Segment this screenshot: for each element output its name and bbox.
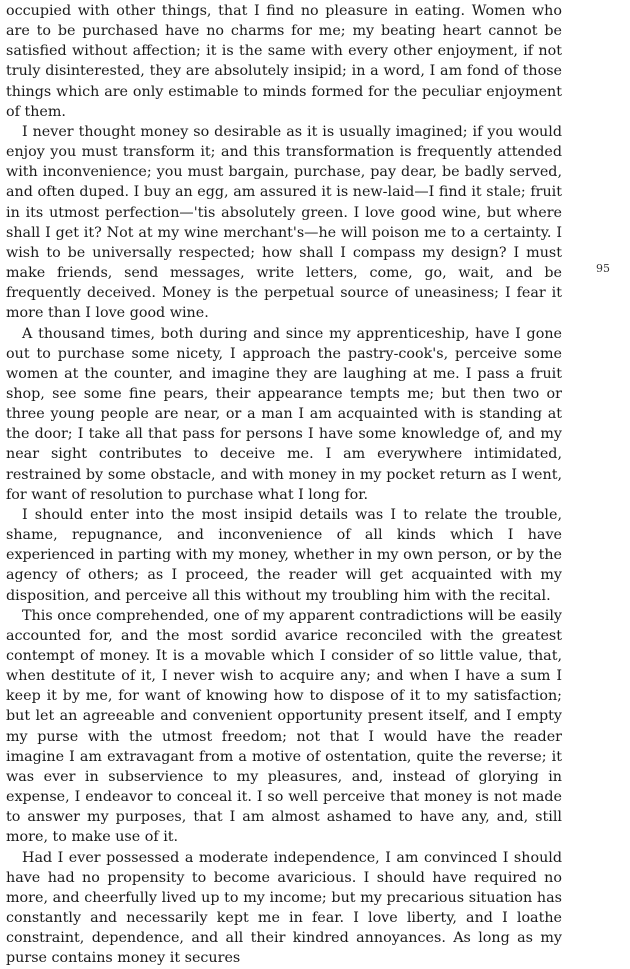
page-number: 95 — [596, 262, 610, 275]
paragraph-money-desirable: I never thought money so desirable as it is usually imagined; if you would enjoy you must transform it; and this transformation is frequently attended with inconvenience; you must bargain, purchase, pay dear, be badly served, and often duped. I buy an egg, am assured it is new-laid—I find it stale; fruit in its utmost perfection—'tis absolutely green. I love good wine, but where shall I get it? Not at my wine merchant's—he will poison me to a certainty. I wish to be universally respected; how shall I compass my design? I must make friends, send messages, write letters, come, go, wait, and be frequently deceived. Money is the perpetual source of uneasiness; I fear it more than I love good wine. — [6, 123, 562, 322]
body-text — [6, 1, 562, 969]
paragraph-insipid-details: I should enter into the most insipid details was I to relate the trouble, shame, repugnance, and inconvenience of all kinds which I have experienced in parting with my money, whether in my own person, or by the agency of others; as I proceed, the reader will get acquainted with my disposition, and perceive all this without my troubling him with the recital. — [6, 506, 562, 604]
paragraph-contradictions: This once comprehended, one of my apparent contradictions will be easily accounted for, and the most sordid avarice reconciled with the greatest contempt of money. It is a movable which I consider of so little value, that, when destitute of it, I never wish to acquire any; and when I have a sum I keep it by me, for want of knowing how to dispose of it to my satisfaction; but let an agreeable and convenient opportunity present itself, and I empty my purse with the utmost freedom; not that I would have the reader imagine I am extravagant from a motive of ostentation, quite the reverse; it was ever in subservience to my pleasures, and, instead of glorying in expense, I endeavor to conceal it. I so well perceive that money is not made to answer my purposes, that I am almost ashamed to have any, and, still more, to make use of it. — [6, 607, 562, 846]
paragraph-thousand-times: A thousand times, both during and since my apprenticeship, have I gone out to purchase some nicety, I approach the pastry-cook's, perceive some women at the counter, and imagine they are laughing at me. I pass a fruit shop, see some fine pears, their appearance tempts me; but then two or three young people are near, or a man I am acquainted with is standing at the door; I take all that pass for persons I have some knowledge of, and my near sight contributes to deceive me. I am everywhere intimidated, restrained by some obstacle, and with money in my pocket return as I went, for want of resolution to purchase what I long for. — [6, 325, 562, 503]
paragraph-independence: Had I ever possessed a moderate independence, I am convinced I should have had no propensity to become avaricious. I should have required no more, and cheerfully lived up to my income; but my precarious situation has constantly and necessarily kept me in fear. I love liberty, and I loathe constraint, dependence, and all their kindred annoyances. As long as my purse contains money it secures — [6, 849, 562, 967]
paragraph-continued: occupied with other things, that I find no pleasure in eating. Women who are to be purchased have no charms for me; my beating heart cannot be satisfied without affection; it is the same with every other enjoyment, if not truly disinterested, they are absolutely insipid; in a word, I am fond of those things which are only estimable to minds formed for the peculiar enjoyment of them. — [6, 3, 562, 120]
